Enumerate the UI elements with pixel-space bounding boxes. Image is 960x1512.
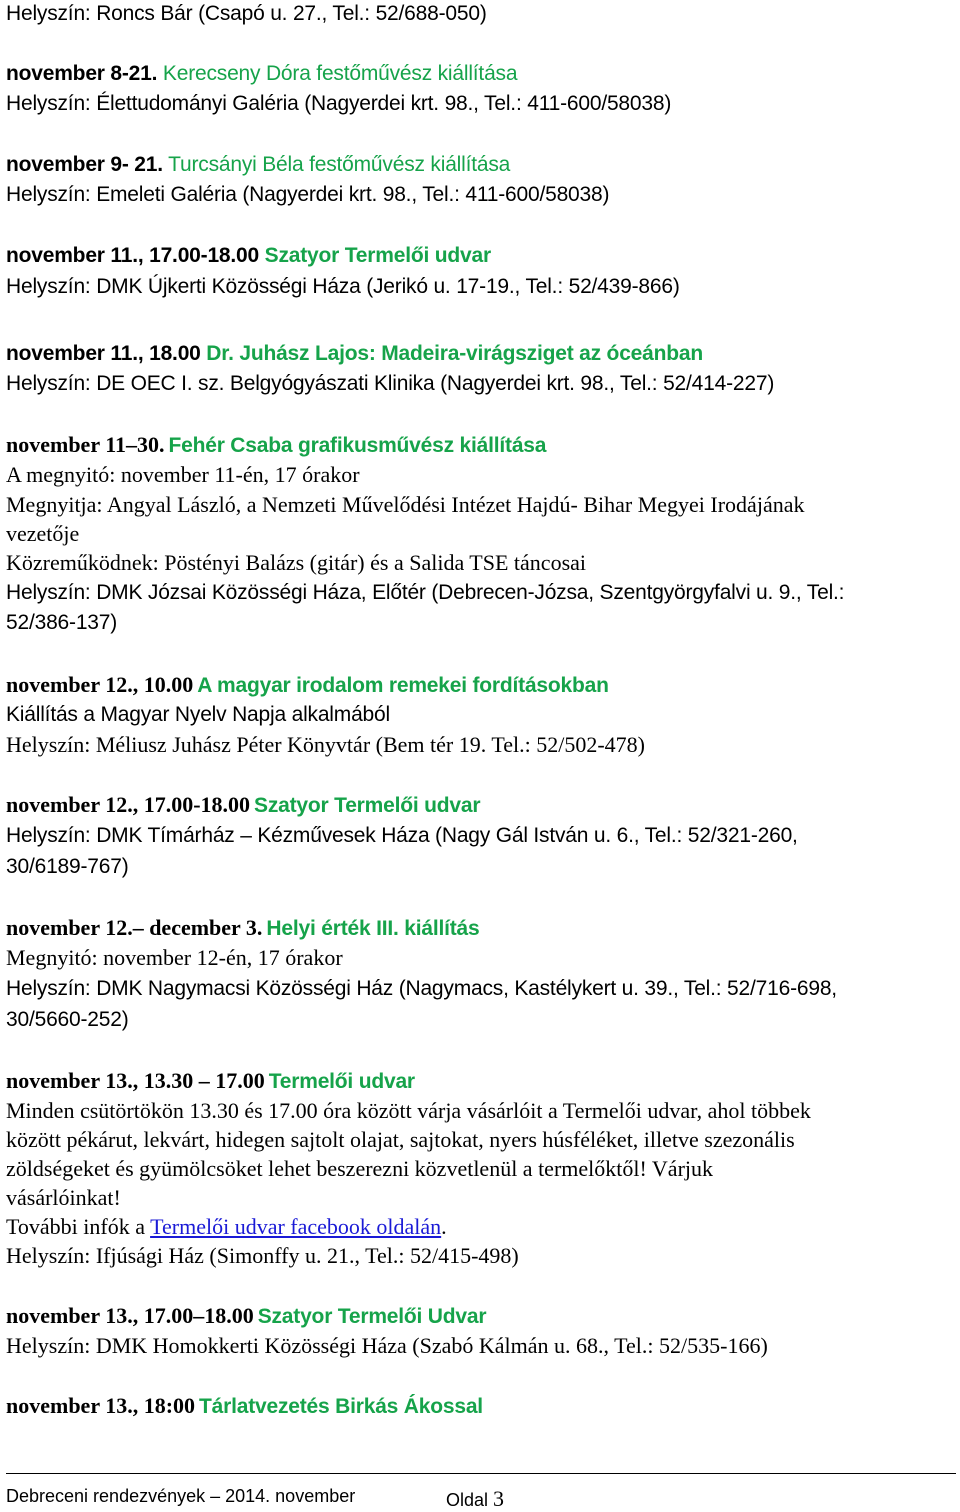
event-heading bbox=[6, 431, 546, 462]
event-location: Helyszín: Roncs Bár (Csapó u. 27., Tel.: 52/688-050) bbox=[6, 2, 487, 25]
event-location: Helyszín: DE OEC I. sz. Belgyógyászati Klinika (Nagyerdei krt. 98., Tel.: 52/414-227) bbox=[6, 372, 775, 395]
event-date: november 13., 18:00 bbox=[6, 1393, 196, 1418]
event-opening: A megnyitó: november 11-én, 17 órakor bbox=[6, 462, 360, 487]
event-performers: Közreműködnek: Pöstényi Balázs (gitár) és a Salida TSE táncosai bbox=[6, 550, 587, 575]
event-opening: Megnyitó: november 12-én, 17 órakor bbox=[6, 945, 343, 970]
event-location: Helyszín: DMK Józsai Közösségi Háza, Előtér (Debrecen-Józsa, Szentgyörgyfalvi u. 9., Tel.: bbox=[6, 581, 845, 604]
event-heading bbox=[6, 914, 480, 945]
more-info-suffix: . bbox=[441, 1214, 447, 1239]
event-date: november 8-21. bbox=[6, 62, 158, 85]
event-location: Helyszín: Ifjúsági Ház (Simonffy u. 21., Tel.: 52/415-498) bbox=[6, 1243, 519, 1268]
event-heading bbox=[6, 671, 609, 702]
event-title: Kerecseny Dóra festőművész kiállítása bbox=[162, 62, 518, 85]
event-location: Helyszín: DMK Újkerti Közösségi Háza (Jerikó u. 17-19., Tel.: 52/439-866) bbox=[6, 275, 680, 298]
event-date: november 13., 17.00–18.00 bbox=[6, 1303, 254, 1328]
event-title: Turcsányi Béla festőművész kiállítása bbox=[168, 153, 511, 176]
event-heading bbox=[6, 242, 491, 270]
event-subtitle: Kiállítás a Magyar Nyelv Napja alkalmából bbox=[6, 703, 390, 726]
event-description: között pékárut, lekvárt, hidegen sajtolt olajat, sajtokat, nyers húsféléket, illetve szezonális bbox=[6, 1127, 795, 1152]
event-date: november 11., 17.00-18.00 bbox=[6, 244, 259, 267]
event-title: Szatyor Termelői udvar bbox=[264, 244, 491, 267]
event-description: vásárlóinkat! bbox=[6, 1185, 121, 1210]
event-opener: Megnyitja: Angyal László, a Nemzeti Művelődési Intézet Hajdú- Bihar Megyei Irodájának bbox=[6, 492, 805, 517]
event-heading bbox=[6, 1392, 483, 1423]
event-title: Tárlatvezetés Birkás Ákossal bbox=[199, 1395, 483, 1418]
more-info-prefix: További infók a bbox=[6, 1214, 151, 1239]
event-date: november 11–30. bbox=[6, 432, 165, 457]
event-title: Szatyor Termelői udvar bbox=[254, 794, 481, 817]
event-date: november 12.– december 3. bbox=[6, 915, 263, 940]
event-description: Minden csütörtökön 13.30 és 17.00 óra között várja vásárlóit a Termelői udvar, ahol többek bbox=[6, 1098, 811, 1123]
event-location: Helyszín: Méliusz Juhász Péter Könyvtár (Bem tér 19. Tel.: 52/502-478) bbox=[6, 732, 645, 757]
event-heading bbox=[6, 340, 703, 368]
event-description: zöldségeket és gyümölcsöket lehet beszerezni közvetlenül a termelőktől! Várjuk bbox=[6, 1156, 714, 1181]
event-location: Helyszín: Emeleti Galéria (Nagyerdei krt. 98., Tel.: 411-600/58038) bbox=[6, 183, 610, 206]
event-title: Termelői udvar bbox=[268, 1070, 415, 1093]
page-label: Oldal bbox=[446, 1490, 494, 1510]
event-date: november 11., 18.00 bbox=[6, 342, 201, 365]
event-date: november 13., 13.30 – 17.00 bbox=[6, 1068, 265, 1093]
event-opener-cont: vezetője bbox=[6, 521, 80, 546]
event-title: A magyar irodalom remekei fordításokban bbox=[197, 674, 609, 697]
event-heading bbox=[6, 791, 480, 822]
event-title: Szatyor Termelői Udvar bbox=[257, 1305, 487, 1328]
event-date: november 9- 21. bbox=[6, 153, 163, 176]
event-title: Fehér Csaba grafikusművész kiállítása bbox=[168, 434, 547, 457]
page-footer bbox=[6, 1486, 505, 1511]
event-location: Helyszín: Élettudományi Galéria (Nagyerdei krt. 98., Tel.: 411-600/58038) bbox=[6, 92, 672, 115]
event-location: Helyszín: DMK Tímárház – Kézművesek Háza (Nagy Gál István u. 6., Tel.: 52/321-260, bbox=[6, 824, 798, 847]
event-heading bbox=[6, 1302, 486, 1333]
event-location-cont: 30/5660-252) bbox=[6, 1008, 129, 1031]
page-number: 3 bbox=[493, 1486, 505, 1511]
event-title: Helyi érték III. kiállítás bbox=[266, 917, 480, 940]
footer-title: Debreceni rendezvények – 2014. november bbox=[6, 1486, 356, 1506]
event-heading bbox=[6, 151, 510, 179]
event-heading bbox=[6, 1067, 415, 1098]
footer-divider bbox=[6, 1473, 956, 1474]
event-date: november 12., 17.00-18.00 bbox=[6, 792, 251, 817]
event-location-cont: 52/386-137) bbox=[6, 611, 118, 634]
event-heading bbox=[6, 60, 517, 88]
facebook-link[interactable]: Termelői udvar facebook oldalán bbox=[150, 1214, 442, 1239]
page-number-label bbox=[446, 1486, 504, 1512]
event-title: Dr. Juhász Lajos: Madeira-virágsziget az óceánban bbox=[206, 342, 703, 365]
event-location: Helyszín: DMK Nagymacsi Közösségi Ház (Nagymacs, Kastélykert u. 39., Tel.: 52/716-698, bbox=[6, 977, 837, 1000]
event-date: november 12., 10.00 bbox=[6, 672, 194, 697]
event-location-cont: 30/6189-767) bbox=[6, 855, 129, 878]
event-location: Helyszín: DMK Homokkerti Közösségi Háza (Szabó Kálmán u. 68., Tel.: 52/535-166) bbox=[6, 1333, 768, 1358]
event-more-info bbox=[6, 1213, 447, 1241]
